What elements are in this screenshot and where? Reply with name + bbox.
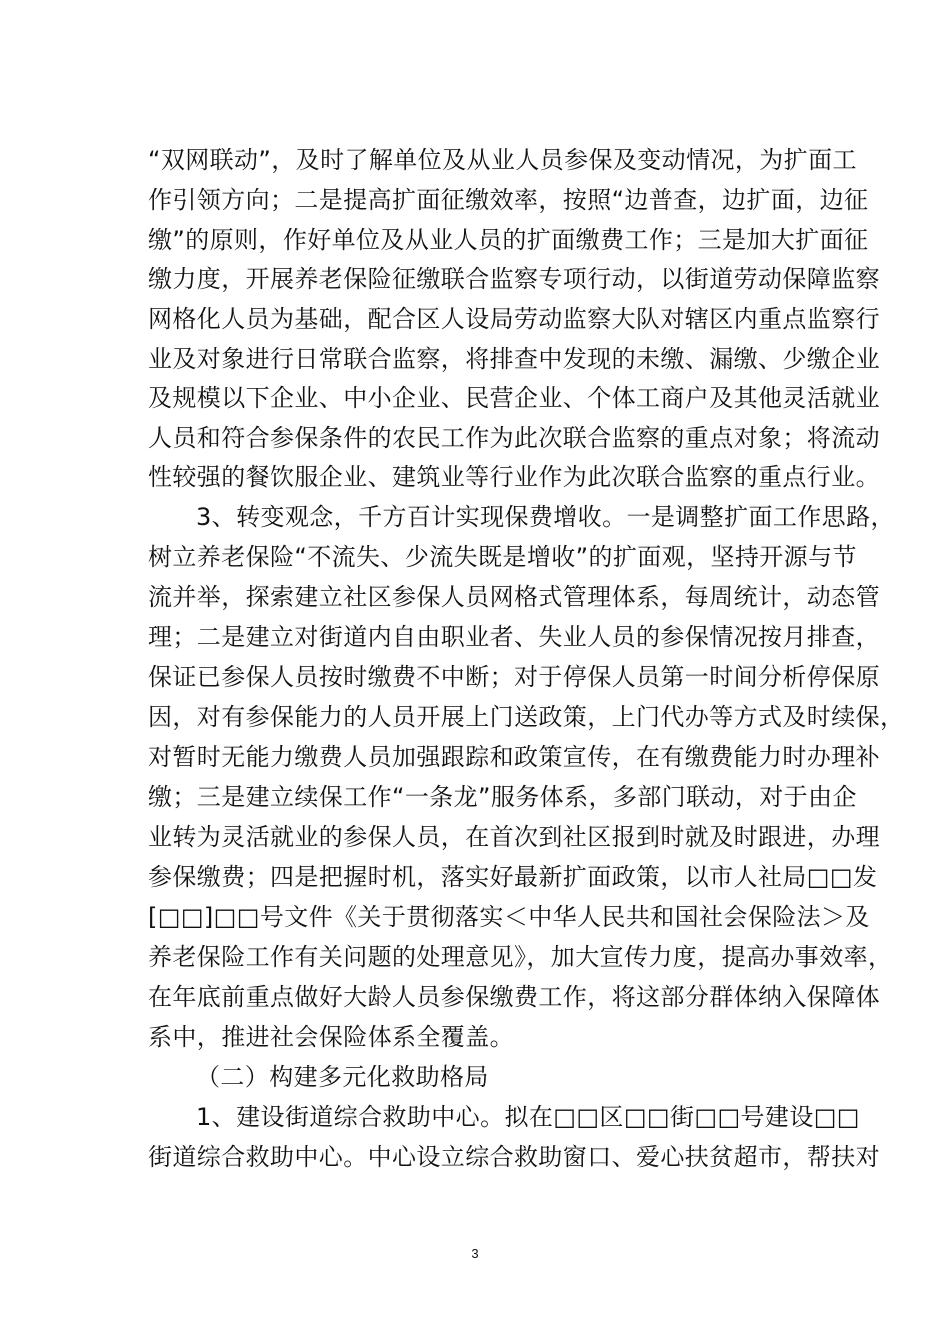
paragraph-start-line: 1、建设街道综合救助中心。拟在□□区□□街□□号建设□□	[196, 1103, 860, 1131]
text-line: 理；二是建立对街道内自由职业者、失业人员的参保情况按月排查，	[148, 623, 880, 651]
text-line: 业转为灵活就业的参保人员，在首次到社区报到时就及时跟进，办理	[148, 823, 880, 851]
text-line: “双网联动”，及时了解单位及从业人员参保及变动情况，为扩面工	[148, 146, 857, 174]
section-heading: （二）构建多元化救助格局	[196, 1063, 489, 1091]
text-line: 养老保险工作有关问题的处理意见》，加大宣传力度，提高办事效率，	[148, 943, 893, 971]
text-line: 流并举，探索建立社区参保人员网格式管理体系，每周统计，动态管	[148, 583, 880, 611]
paragraph-start-line: 3、转变观念，千方百计实现保费增收。一是调整扩面工作思路，	[196, 503, 895, 531]
text-line: 作引领方向；二是提高扩面征缴效率，按照“边普查，边扩面，边征	[148, 186, 869, 214]
text-line: 参保缴费；四是把握时机，落实好最新扩面政策，以市人社局□□发	[148, 863, 878, 891]
text-line: 树立养老保险“不流失、少流失既是增收”的扩面观，坚持开源与节	[148, 543, 857, 571]
text-line: 网格化人员为基础，配合区人设局劳动监察大队对辖区内重点监察行	[148, 305, 880, 333]
text-line: 性较强的餐饮服企业、建筑业等行业作为此次联合监察的重点行业。	[148, 463, 880, 491]
text-line: 因，对有参保能力的人员开展上门送政策，上门代办等方式及时续保，	[148, 703, 905, 731]
text-line: 街道综合救助中心。中心设立综合救助窗口、爱心扶贫超市，帮扶对	[148, 1143, 880, 1171]
text-line: [□□]□□号文件《关于贯彻落实＜中华人民共和国社会保险法＞及	[148, 903, 870, 931]
text-line: 业及对象进行日常联合监察，将排查中发现的未缴、漏缴、少缴企业	[148, 345, 880, 373]
text-line: 及规模以下企业、中小企业、民营企业、个体工商户及其他灵活就业	[148, 384, 880, 412]
text-line: 人员和符合参保条件的农民工作为此次联合监察的重点对象；将流动	[148, 424, 880, 452]
page-number: 3	[471, 1246, 479, 1261]
text-line: 缴力度，开展养老保险征缴联合监察专项行动，以街道劳动保障监察	[148, 265, 880, 293]
text-line: 对暂时无能力缴费人员加强跟踪和政策宣传，在有缴费能力时办理补	[148, 743, 880, 771]
text-line: 系中，推进社会保险体系全覆盖。	[148, 1023, 514, 1051]
text-line: 保证已参保人员按时缴费不中断；对于停保人员第一时间分析停保原	[148, 663, 880, 691]
text-line: 缴；三是建立续保工作“一条龙”服务体系，多部门联动，对于由企	[148, 783, 857, 811]
text-line: 在年底前重点做好大龄人员参保缴费工作，将这部分群体纳入保障体	[148, 983, 880, 1011]
text-line: 缴”的原则，作好单位及从业人员的扩面缴费工作；三是加大扩面征	[148, 226, 869, 254]
